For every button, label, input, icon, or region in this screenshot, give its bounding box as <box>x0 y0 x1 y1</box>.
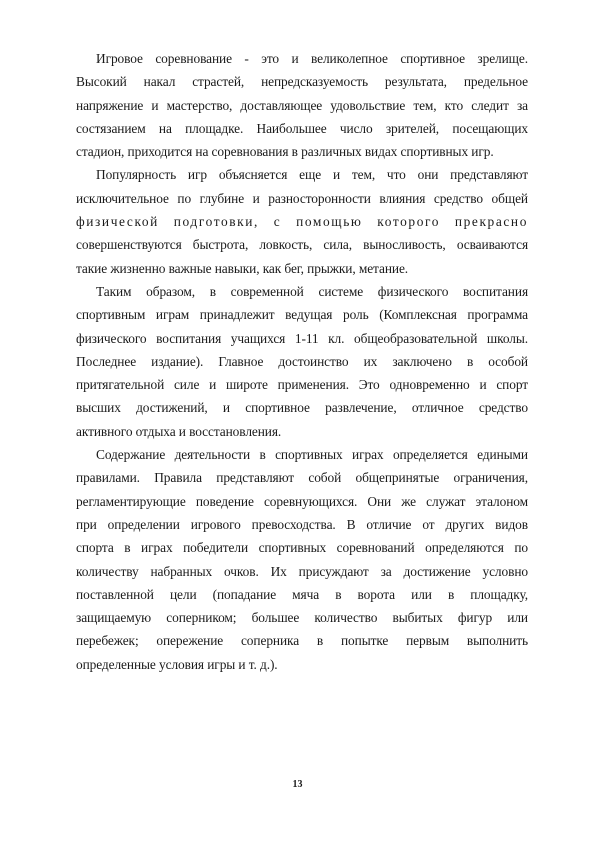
text-line: высших достижений, и спортивное развлечение, отличное средство <box>76 400 528 416</box>
text-line: такие жизненно важные навыки, как бег, прыжки, метание. <box>76 260 409 276</box>
page-number: 13 <box>292 779 303 790</box>
text-line: притягательной силе и широте применения. Это одновременно и спорт <box>76 377 528 393</box>
text-line: перебежек; опережение соперника в попытке первым выполнить <box>76 633 528 649</box>
paragraph-popularity <box>76 163 528 279</box>
text-line: совершенствуются быстрота, ловкость, сила, выносливость, осваиваются <box>76 237 528 253</box>
text-line: при определении игрового превосходства. В отличие от других видов <box>76 516 528 532</box>
paragraph-rules <box>76 443 528 676</box>
text-line: Популярность игр объясняется еще и тем, что они представляют <box>96 167 528 183</box>
text-line: состязанием на площадке. Наибольшее число зрителей, посещающих <box>76 120 528 136</box>
text-line: исключительное по глубине и разносторонности влияния средство общей <box>76 190 528 206</box>
text-line: Высокий накал страстей, непредсказуемость результата, предельное <box>76 74 528 90</box>
text-line: Игровое соревнование - это и великолепное спортивное зрелище. <box>96 51 528 66</box>
text-line: стадион, приходится на соревнования в различных видах спортивных игр. <box>76 144 494 160</box>
text-line: спорта в играх победители спортивных соревнований определяются по <box>76 540 528 556</box>
paragraph-leading-role <box>76 280 528 443</box>
text-line: физической подготовки, с помощью которого прекрасно <box>76 214 528 230</box>
text-line: напряжение и мастерство, доставляющее удовольствие тем, кто следит за <box>76 97 528 113</box>
text-line: Содержание деятельности в спортивных играх определяется едиными <box>96 447 528 463</box>
text-line: количеству набранных очков. Их присуждают за достижение условно <box>76 563 528 579</box>
text-line: поставленной цели (попадание мяча в ворота или в площадку, <box>76 586 528 602</box>
text-line: Таким образом, в современной системе физического воспитания <box>96 283 528 299</box>
text-line: регламентирующие поведение соревнующихся. Они же служат эталоном <box>76 493 528 509</box>
text-line: защищаемую соперником; большее количество выбитых фигур или <box>76 610 528 626</box>
text-line: правилами. Правила представляют собой общепринятые ограничения, <box>76 470 528 486</box>
document-body <box>76 47 528 676</box>
text-line: определенные условия игры и т. д.). <box>76 656 278 672</box>
text-line: активного отдыха и восстановления. <box>76 423 282 439</box>
text-line: спортивным играм принадлежит ведущая роль (Комплексная программа <box>76 307 528 323</box>
text-line: Последнее издание). Главное достоинство их заключено в особой <box>76 353 528 369</box>
text-line: физического воспитания учащихся 1-11 кл. общеобразовательной школы. <box>76 330 528 346</box>
paragraph-game-competition <box>76 47 528 163</box>
